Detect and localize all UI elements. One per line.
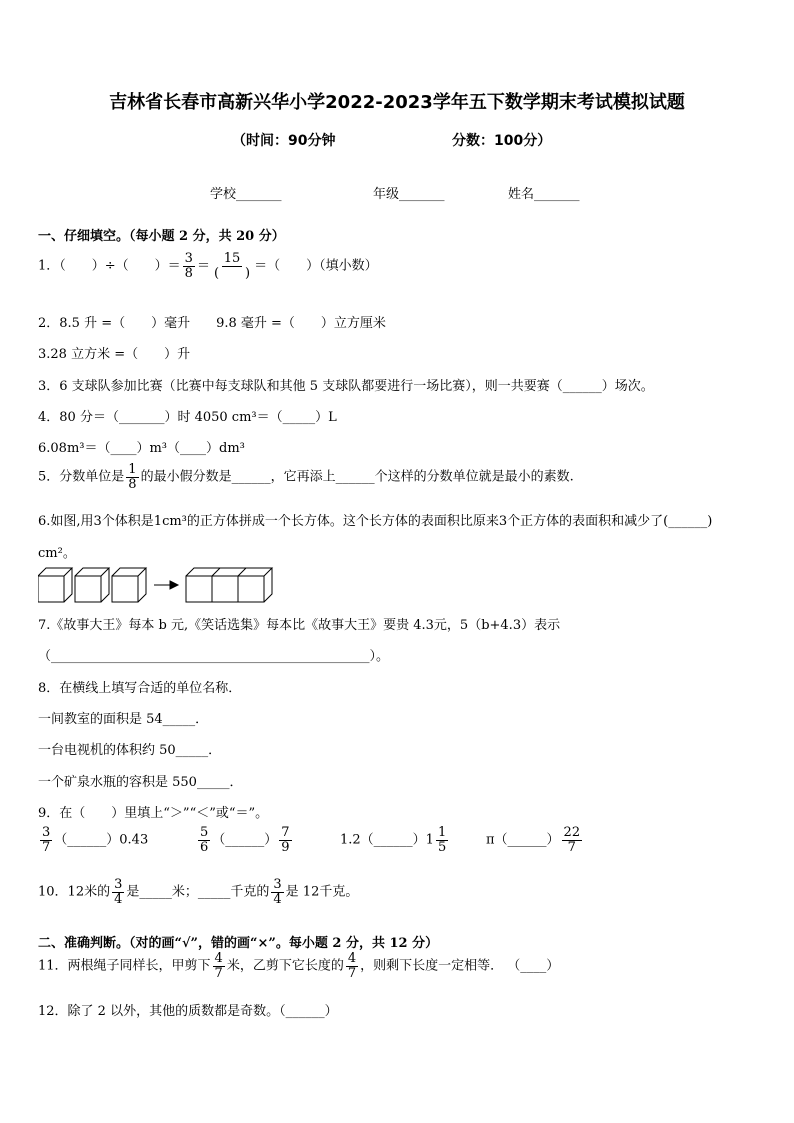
page-title: 吉林省长春市高新兴华小学2022-2023学年五下数学期末考试模拟试题 bbox=[109, 92, 685, 113]
grade-field[interactable]: 年级_______ bbox=[373, 187, 445, 202]
total-score: 分数：100分） bbox=[452, 133, 552, 149]
cube-2 bbox=[75, 568, 109, 602]
question-9-d: π（______） $\frac{22}{7}$ bbox=[486, 825, 581, 855]
name-field[interactable]: 姓名_______ bbox=[508, 187, 580, 202]
question-3: 3．6 支球队参加比赛（比赛中每支球队和其他 5 支球队都要进行一场比赛），则一共要赛（______）场次。 bbox=[38, 379, 654, 394]
school-field[interactable]: 学校_______ bbox=[210, 187, 282, 202]
question-8a: 一间教室的面积是 54_____． bbox=[38, 712, 209, 727]
question-6b: cm²。 bbox=[38, 546, 76, 561]
question-4a: 4．80 分＝（_______）时 4050 cm³＝（_____）L bbox=[38, 410, 337, 425]
question-8: 8．在横线上填写合适的单位名称． bbox=[38, 681, 242, 696]
cube-3 bbox=[112, 568, 146, 602]
question-2a: 2．8.5 升 =（ ）毫升 9.8 毫升 =（ ）立方厘米 bbox=[38, 316, 386, 331]
arrow-icon bbox=[154, 581, 178, 589]
cube-1 bbox=[38, 568, 72, 602]
time-limit: （时间：90分钟 bbox=[232, 133, 336, 149]
question-9-a: $\frac{3}{7}$ （______）0.43 bbox=[42, 825, 149, 855]
cuboid bbox=[186, 568, 272, 602]
question-8c: 一个矿泉水瓶的容积是 550_____． bbox=[38, 775, 243, 790]
question-6a: 6.如图,用3个体积是1cm³的正方体拼成一个长方体。这个长方体的表面积比原来3个正方体的表面积和减少了(______) bbox=[38, 514, 713, 529]
question-5: 5．分数单位是 $\frac{1}{8}$ 的最小假分数是______，它再添上______个这样的分数单位就是最小的素数. bbox=[38, 462, 574, 492]
question-8b: 一台电视机的体积约 50_____． bbox=[38, 743, 222, 758]
question-1: 1．（ ）÷（ ）＝ $\frac{3}{8}$ ＝ $\frac{15}{( )}$ ＝（ ）（填小数） bbox=[38, 251, 378, 281]
question-9-c: 1.2（______）1 $\frac{1}{5}$ bbox=[340, 825, 447, 855]
question-2b: 3.28 立方米 =（ ）升 bbox=[38, 347, 191, 362]
question-11: 11．两根绳子同样长，甲剪下 $\frac{4}{7}$ 米，乙剪下它长度的 $\frac{4}{7}$ ，则剩下长度一定相等． （____） bbox=[38, 951, 560, 981]
question-7a: 7.《故事大王》每本 b 元,《笑话选集》每本比《故事大王》要贵 4.3元，5（b+4.3）表示 bbox=[38, 618, 561, 633]
section-2-heading: 二、准确判断。（对的画“√”，错的画“×”。每小题 2 分，共 12 分） bbox=[38, 936, 439, 951]
question-9-b: $\frac{5}{6}$ （______） $\frac{7}{9}$ bbox=[200, 825, 290, 855]
question-9: 9．在（ ）里填上“＞”“＜”或“＝”。 bbox=[38, 806, 269, 821]
question-10: 10．12米的 $\frac{3}{4}$ 是_____米；_____千克的 $\frac{3}{4}$ 是 12千克。 bbox=[38, 877, 359, 907]
cubes-figure bbox=[38, 566, 278, 606]
question-12: 12．除了 2 以外，其他的质数都是奇数。（______） bbox=[38, 1004, 338, 1019]
question-4b: 6.08m³＝（____）m³（____）dm³ bbox=[38, 441, 245, 456]
section-1-heading: 一、仔细填空。（每小题 2 分，共 20 分） bbox=[38, 229, 285, 244]
question-7b: （_________________________________________________）。 bbox=[38, 649, 390, 664]
